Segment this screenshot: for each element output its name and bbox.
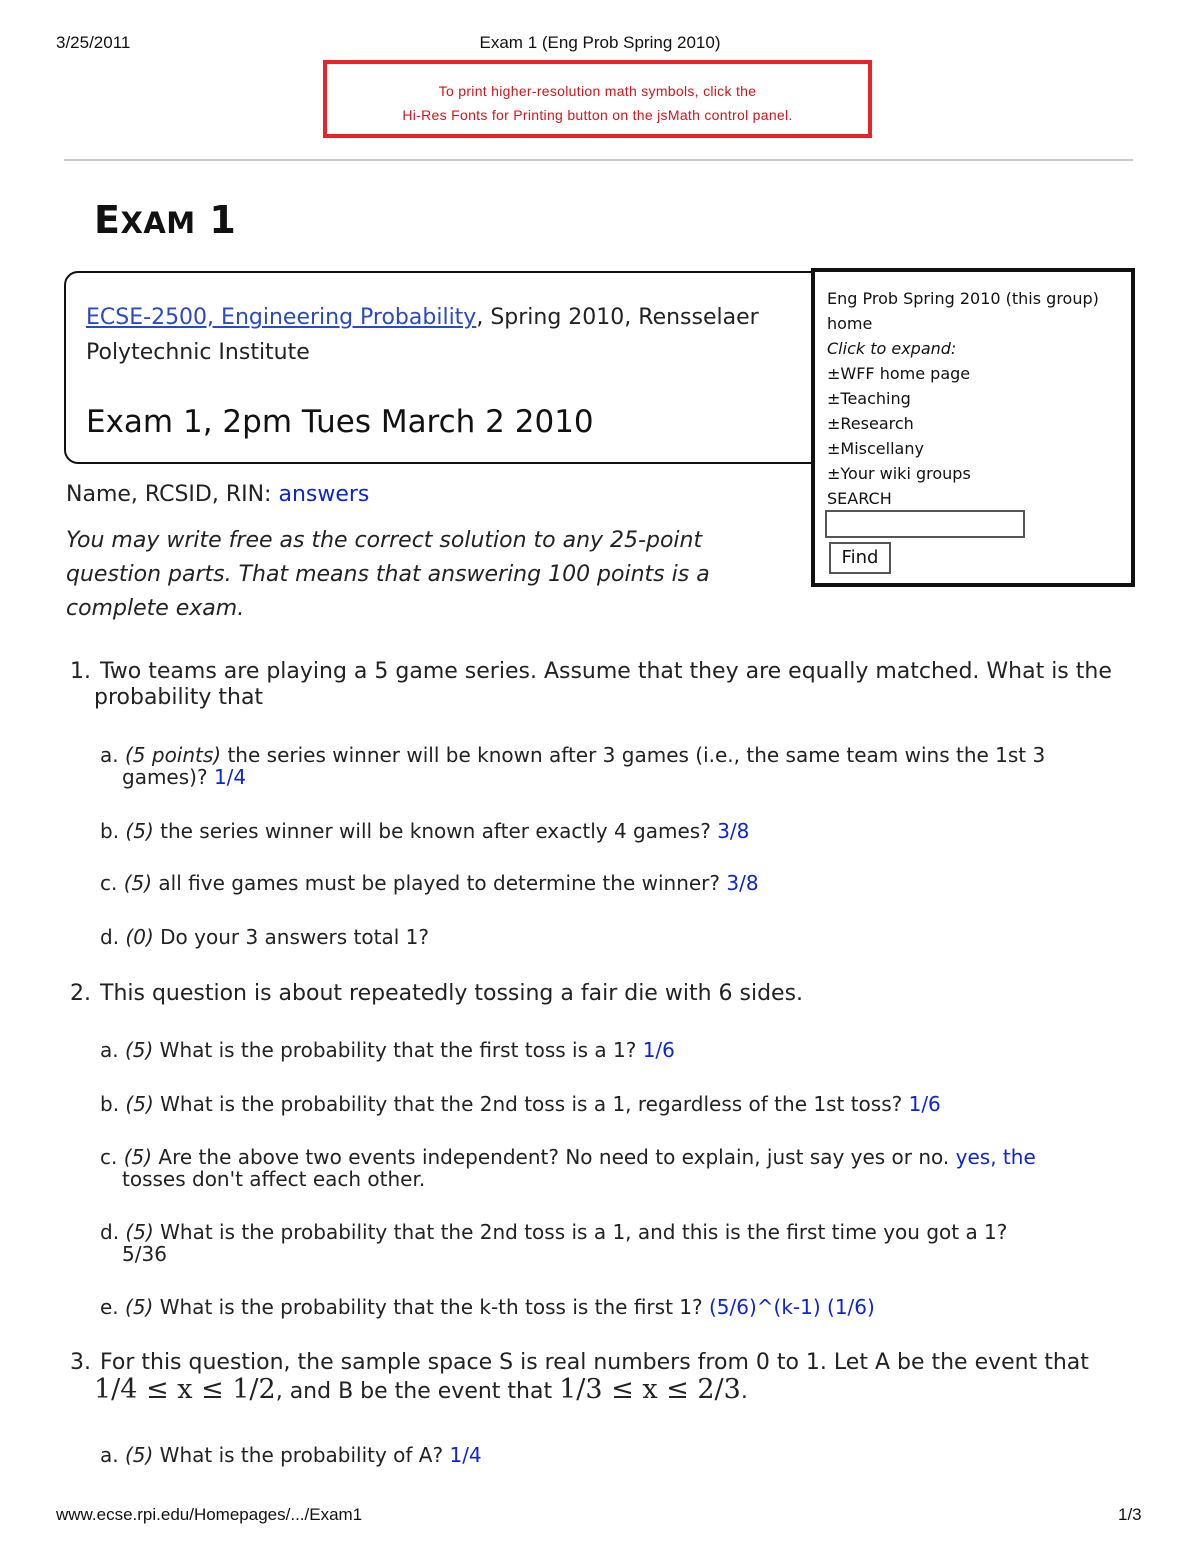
q2c-answer-2: tosses don't affect each other.	[122, 1167, 426, 1191]
course-link[interactable]: ECSE-2500, Engineering Probability	[86, 305, 477, 330]
title-number: 1	[195, 198, 237, 242]
jsmath-notice	[323, 60, 872, 138]
q1b-label: b.	[100, 819, 120, 843]
q3-text-line-1: For this question, the sample space S is real numbers from 0 to 1. Let A be the event that	[100, 1350, 1089, 1375]
name-answer: answers	[278, 482, 370, 507]
q1a-points: (5 points)	[124, 743, 222, 767]
notice-line-1: To print higher-resolution math symbols, click the	[438, 83, 757, 99]
q1b-points: (5)	[125, 819, 154, 843]
q2-text: This question is about repeatedly tossing a fair die with 6 sides.	[100, 981, 804, 1006]
course-line-2: Polytechnic Institute	[86, 340, 310, 365]
q1a-text: the series winner will be known after 3 games (i.e., the same team wins the 1st 3	[221, 743, 1046, 767]
notice-line-2: Hi-Res Fonts for Printing button on the jsMath control panel.	[402, 107, 793, 123]
title-initial: E	[94, 198, 121, 242]
q3-event-b-math: 1/3 ≤ x ≤ 2/3	[559, 1374, 741, 1405]
q2b	[100, 1093, 941, 1115]
q2a-points: (5)	[124, 1038, 154, 1062]
course-rest: , Spring 2010, Rensselaer	[476, 305, 759, 330]
sidebar-home-link[interactable]: home	[827, 314, 873, 333]
q2a-answer: 1/6	[642, 1038, 675, 1062]
q2e-text: What is the probability that the k-th toss is the first 1?	[153, 1295, 709, 1319]
q1b	[100, 820, 749, 842]
q2c-answer-1: yes, the	[955, 1145, 1036, 1169]
q3a-answer: 1/4	[449, 1443, 482, 1467]
q1a-line-2	[122, 766, 246, 788]
q1c-answer: 3/8	[726, 871, 759, 895]
q2a-label: a.	[100, 1038, 119, 1062]
name-label: Name, RCSID, RIN:	[66, 482, 279, 507]
q3-event-a-math: 1/4 ≤ x ≤ 1/2	[94, 1374, 276, 1405]
q1a-answer: 1/4	[213, 765, 247, 789]
q2-number: 2.	[70, 981, 91, 1006]
sidebar-item-miscellany[interactable]: ±Miscellany	[827, 439, 924, 458]
sidebar-item-teaching[interactable]: ±Teaching	[827, 389, 911, 408]
q2a-text: What is the probability that the first toss is a 1?	[153, 1038, 643, 1062]
q2e-points: (5)	[125, 1295, 154, 1319]
footer-page-number: 1/3	[1118, 1505, 1142, 1524]
instructions	[66, 524, 710, 626]
print-title: Exam 1 (Eng Prob Spring 2010)	[479, 33, 721, 52]
print-date: 3/25/2011	[56, 33, 131, 52]
q2c-label: c.	[100, 1145, 118, 1169]
q2d-label: d.	[100, 1220, 120, 1244]
q1d-label: d.	[100, 925, 120, 949]
sidebar-item-wiki-groups[interactable]: ±Your wiki groups	[827, 464, 971, 483]
q1a-text-2: games)?	[122, 765, 214, 789]
instructions-line-1: You may write free as the correct solution to any 25-point	[66, 528, 703, 553]
q3a	[100, 1444, 482, 1466]
q2e-answer: (5/6)^(k-1) (1/6)	[708, 1295, 875, 1319]
q1d-text: Do your 3 answers total 1?	[153, 925, 429, 949]
exam-heading: Exam 1, 2pm Tues March 2 2010	[86, 404, 594, 440]
q1-number: 1.	[70, 659, 91, 684]
q3-text-line-2	[94, 1374, 748, 1405]
q3-text-end: .	[740, 1379, 748, 1404]
q2c-text: Are the above two events independent? No need to explain, just say yes or no.	[152, 1145, 956, 1169]
q1a-line-1	[100, 744, 1045, 766]
q2b-points: (5)	[125, 1092, 154, 1116]
q2d-line-1	[100, 1221, 1007, 1243]
q1b-text: the series winner will be known after exactly 4 games?	[153, 819, 718, 843]
sidebar-item-research[interactable]: ±Research	[827, 414, 914, 433]
q1d	[100, 926, 429, 948]
q2b-answer: 1/6	[908, 1092, 941, 1116]
q2e-label: e.	[100, 1295, 119, 1319]
q1-text-line-2: probability that	[94, 685, 264, 710]
course-line-1	[86, 305, 759, 330]
q1-text-line-1: Two teams are playing a 5 game series. Assume that they are equally matched. What is the	[100, 659, 1112, 684]
title-smallcaps: XAM	[120, 206, 196, 240]
q2c-points: (5)	[123, 1145, 153, 1169]
q3a-points: (5)	[124, 1443, 154, 1467]
q2d-answer: 5/36	[122, 1242, 167, 1266]
q1c-text: all five games must be played to determine the winner?	[152, 871, 727, 895]
q1b-answer: 3/8	[717, 819, 750, 843]
sidebar-expand-hint: Click to expand:	[827, 339, 957, 358]
wiki-sidebar	[811, 268, 1135, 587]
instructions-line-3: complete exam.	[66, 596, 245, 621]
q2b-label: b.	[100, 1092, 120, 1116]
q2e	[100, 1296, 875, 1318]
q3-number: 3.	[70, 1350, 91, 1375]
page-title	[94, 198, 236, 242]
sidebar-group-link[interactable]: Eng Prob Spring 2010 (this group)	[827, 289, 1099, 308]
q1a-label: a.	[100, 743, 119, 767]
q2d-text: What is the probability that the 2nd toss is a 1, and this is the first time you got a 1?	[153, 1220, 1008, 1244]
q3a-text: What is the probability of A?	[153, 1443, 450, 1467]
q1c	[100, 872, 759, 894]
find-button[interactable]: Find	[829, 542, 891, 574]
q2c-line-1	[100, 1146, 1036, 1168]
instructions-line-2: question parts. That means that answering 100 points is a	[66, 562, 710, 587]
name-line	[66, 483, 369, 507]
q2a	[100, 1039, 675, 1061]
q1c-label: c.	[100, 871, 118, 895]
q1c-points: (5)	[123, 871, 153, 895]
header-divider	[64, 159, 1133, 161]
q2b-text: What is the probability that the 2nd toss is a 1, regardless of the 1st toss?	[153, 1092, 909, 1116]
search-input[interactable]	[825, 510, 1025, 538]
q3-text-mid: , and B be the event that	[275, 1379, 560, 1404]
q2d-points: (5)	[125, 1220, 154, 1244]
sidebar-item-wff-home[interactable]: ±WFF home page	[827, 364, 971, 383]
q1d-points: (0)	[125, 925, 154, 949]
q3a-label: a.	[100, 1443, 119, 1467]
search-label: SEARCH	[827, 489, 892, 508]
footer-url: www.ecse.rpi.edu/Homepages/.../Exam1	[56, 1505, 363, 1524]
